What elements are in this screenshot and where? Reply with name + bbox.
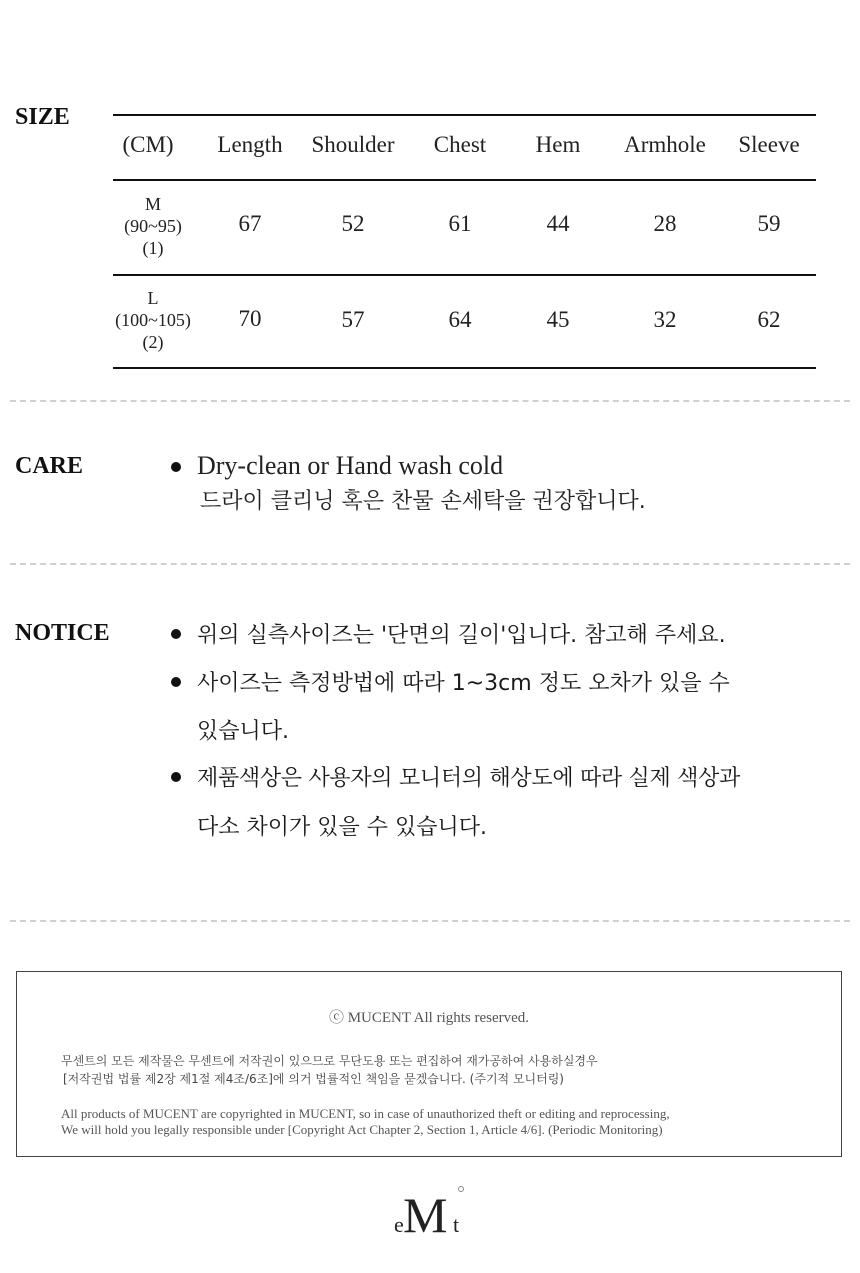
table-header-shoulder: Shoulder	[311, 132, 395, 157]
logo-letter-m: M	[403, 1187, 446, 1243]
table-header-length: Length	[217, 132, 283, 157]
size-name: M	[144, 194, 161, 214]
copyright-ko-line-2: [저작권법 법률 제2장 제1절 제4조/6조]에 의거 법률적인 책임을 묻겠습니다. (주기적 모니터링)	[63, 1072, 564, 1086]
table-cell-hem: 44	[546, 211, 570, 236]
section-divider	[10, 400, 850, 402]
notice-item-continued: 다소 차이가 있을 수 있습니다.	[197, 815, 487, 840]
table-header-rule	[113, 179, 816, 181]
notice-item: 위의 실측사이즈는 '단면의 길이'입니다. 참고해 주세요.	[197, 623, 726, 648]
copyright-line: ⓒ MUCENT All rights reserved.	[328, 1010, 530, 1026]
table-row-rule	[113, 274, 816, 276]
table-cell-hem: 45	[546, 307, 570, 332]
table-cell-sleeve: 59	[757, 211, 781, 236]
notice-item-continued: 있습니다.	[197, 719, 290, 744]
table-header-sleeve: Sleeve	[738, 132, 800, 157]
size-code: (1)	[142, 238, 164, 258]
section-divider	[10, 920, 850, 922]
care-instruction-ko: 드라이 클리닝 혹은 찬물 손세탁을 권장합니다.	[200, 489, 646, 514]
table-header-armhole: Armhole	[624, 132, 706, 157]
mucent-logo-icon	[390, 1186, 470, 1246]
table-cell-chest: 64	[448, 307, 472, 332]
table-cell-length: 67	[238, 211, 262, 236]
copyright-ko-line-1: 무센트의 모든 제작물은 무센트에 저작권이 있으므로 무단도용 또는 편집하여 재가공하여 사용하실경우	[61, 1054, 598, 1068]
table-cell-armhole: 32	[653, 307, 677, 332]
notice-section-label: NOTICE	[15, 620, 110, 646]
table-cell-shoulder: 52	[341, 211, 365, 236]
table-top-rule	[113, 114, 816, 116]
copyright-en-line-1: All products of MUCENT are copyrighted in MUCENT, so in case of unauthorized theft or editing and reprocessing,	[61, 1106, 670, 1121]
table-cell-sleeve: 62	[757, 307, 781, 332]
care-section-label: CARE	[15, 453, 84, 479]
table-cell-length: 70	[238, 306, 262, 331]
size-range: (90~95)	[124, 216, 182, 236]
size-section-label: SIZE	[15, 104, 70, 130]
bullet-icon	[171, 629, 181, 639]
notice-item: 사이즈는 측정방법에 따라 1~3cm 정도 오차가 있을 수	[197, 671, 730, 696]
table-header-chest: Chest	[433, 132, 487, 157]
notice-item: 제품색상은 사용자의 모니터의 해상도에 따라 실제 색상과	[197, 766, 741, 791]
table-cell-shoulder: 57	[341, 307, 365, 332]
table-row-size-m	[108, 193, 198, 259]
logo-letter-t: t	[453, 1212, 460, 1237]
bullet-icon	[171, 677, 181, 687]
table-header-unit: (CM)	[122, 132, 174, 157]
table-cell-chest: 61	[448, 211, 472, 236]
table-header-hem: Hem	[535, 132, 581, 157]
bullet-icon	[171, 462, 181, 472]
size-name: L	[147, 288, 159, 308]
registered-mark-icon	[458, 1186, 464, 1192]
bullet-icon	[171, 772, 181, 782]
care-instruction-en: Dry-clean or Hand wash cold	[197, 451, 504, 480]
table-cell-armhole: 28	[653, 211, 677, 236]
table-bottom-rule	[113, 367, 816, 369]
section-divider	[10, 563, 850, 565]
size-range: (100~105)	[115, 310, 191, 330]
size-code: (2)	[142, 332, 164, 352]
copyright-box	[16, 971, 842, 1157]
logo-letter-e: e	[394, 1212, 404, 1237]
copyright-en-line-2: We will hold you legally responsible under [Copyright Act Chapter 2, Section 1, Article 4/6]. (Periodic Monitoring)	[61, 1122, 663, 1137]
table-row-size-l	[108, 287, 198, 353]
